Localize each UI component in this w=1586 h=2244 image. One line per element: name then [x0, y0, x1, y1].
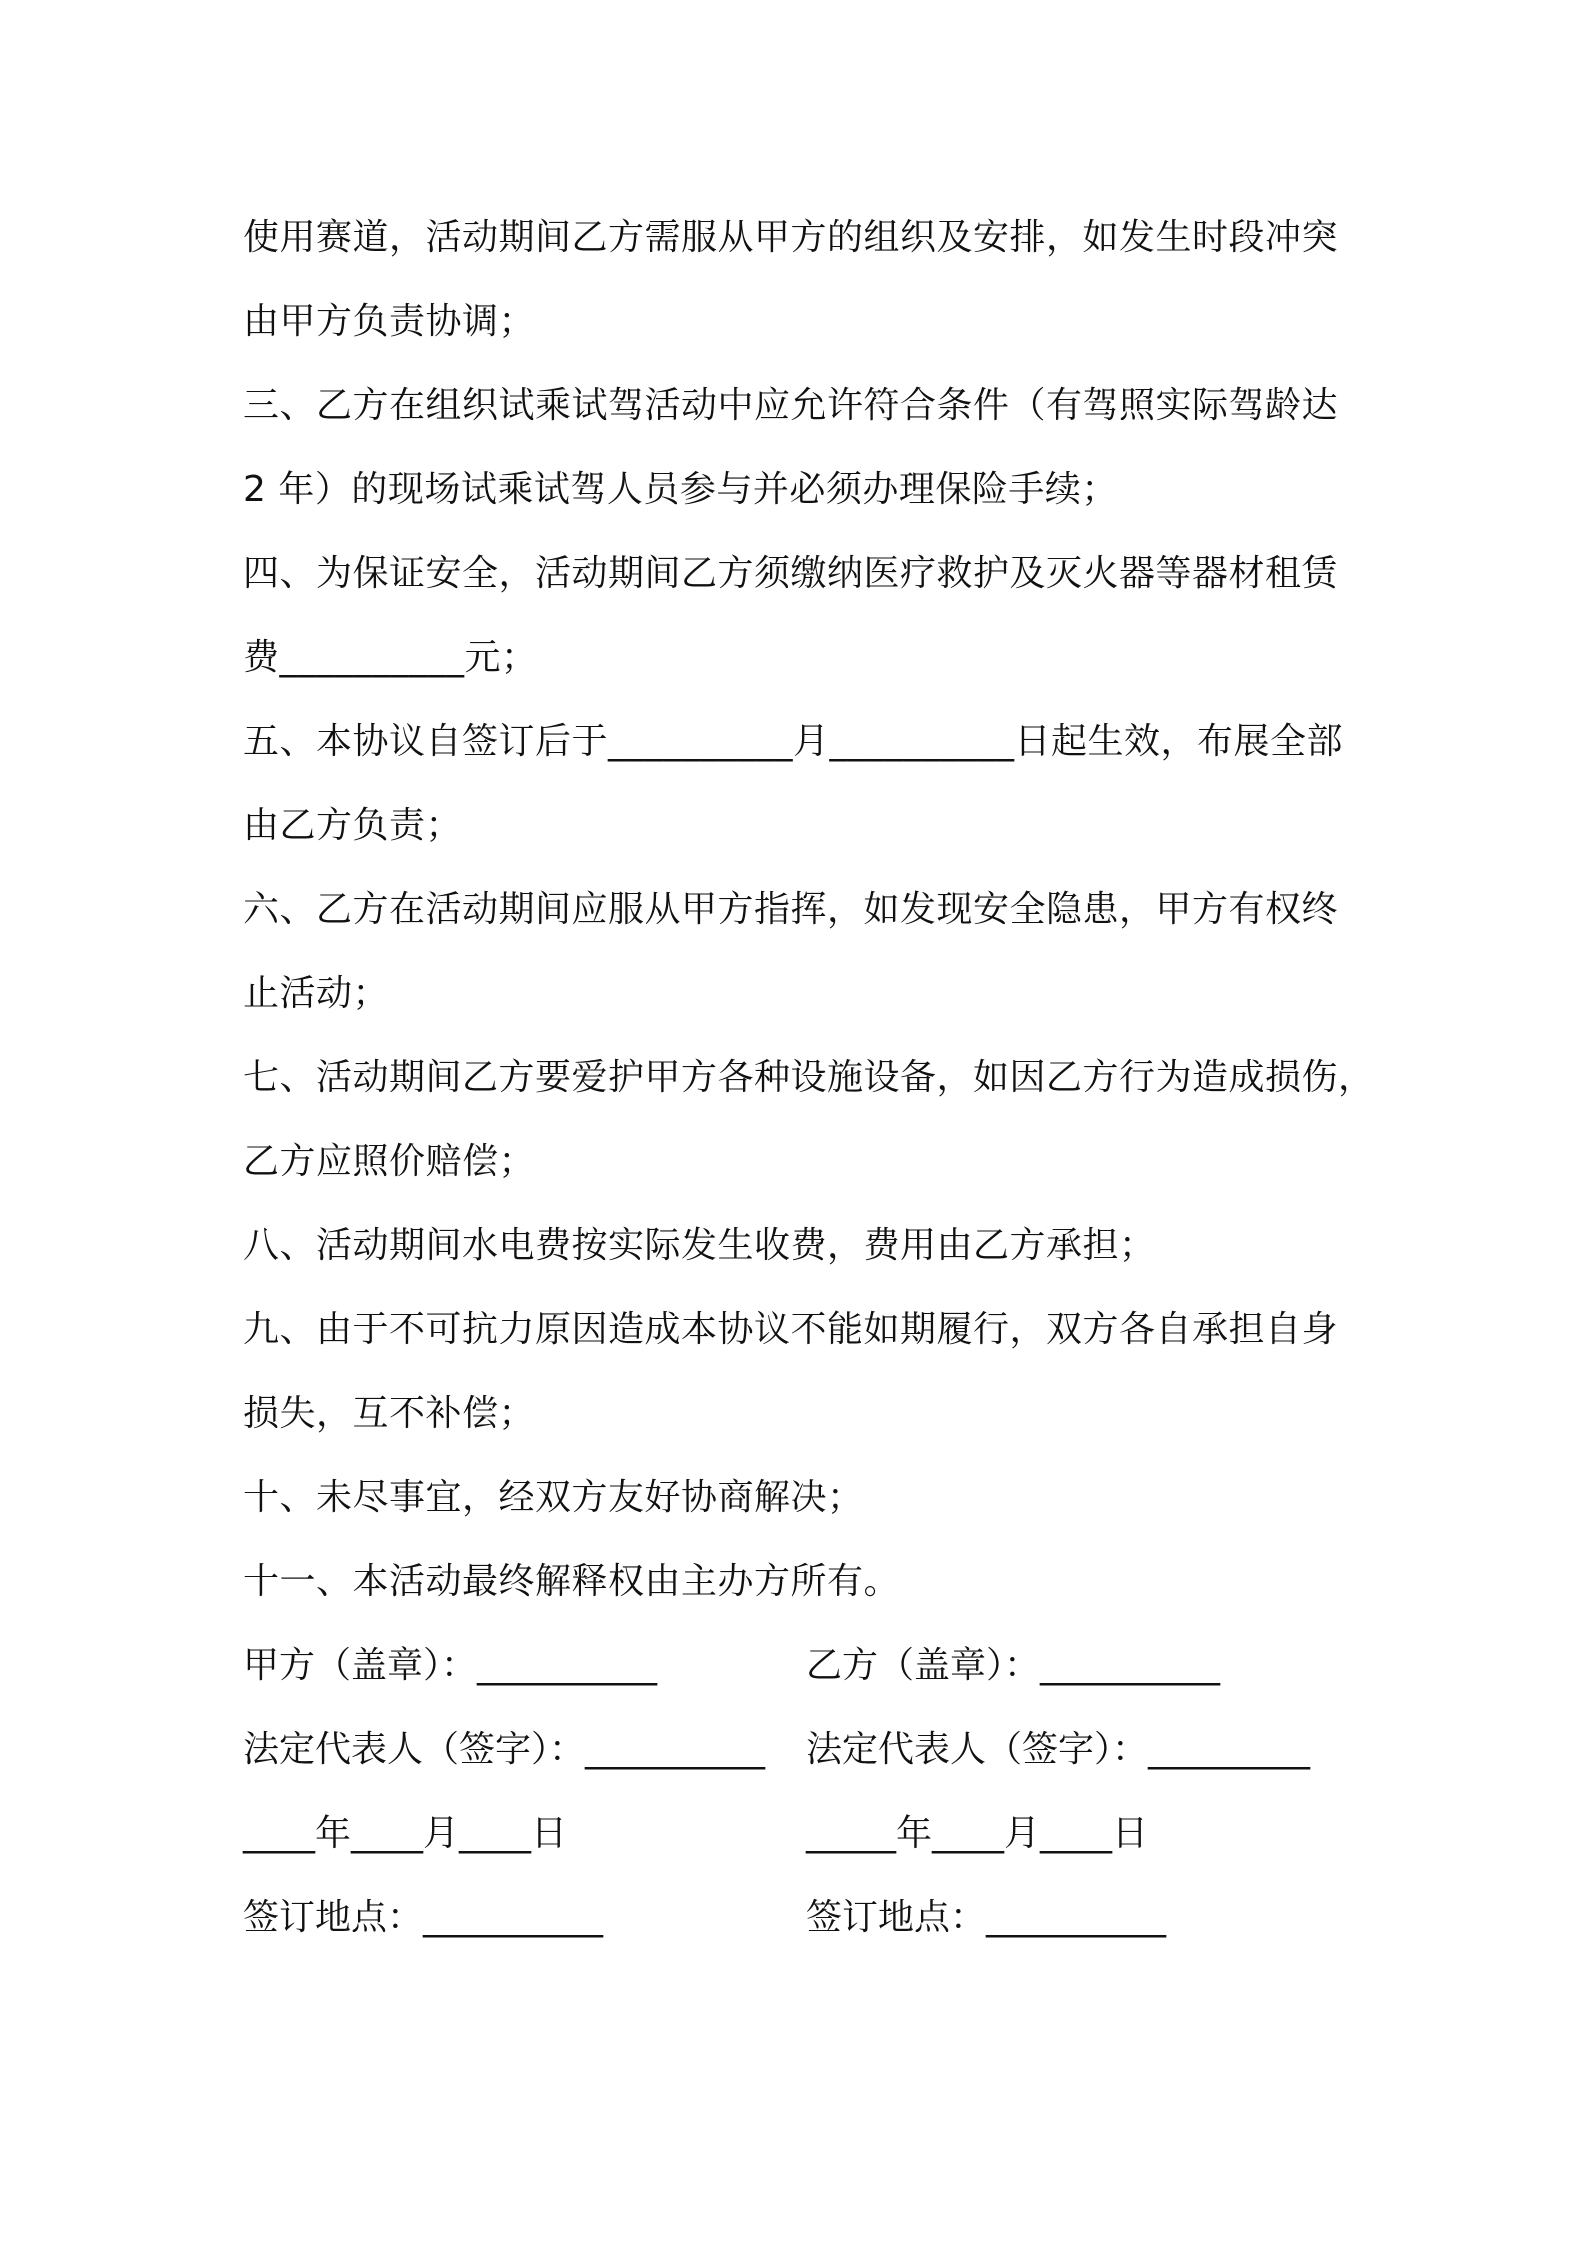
clause-9-line: 损失，互不补偿；	[243, 1393, 536, 1434]
party-a-representative: 法定代表人（签字）：__________	[243, 1729, 766, 1770]
clause-8-line: 八、活动期间水电费按实际发生收费，费用由乙方承担；	[243, 1225, 1156, 1266]
clause-10-line: 十、未尽事宜，经双方友好协商解决；	[243, 1477, 864, 1518]
agreement-body	[243, 196, 1375, 1960]
clause-line: 使用赛道，活动期间乙方需服从甲方的组织及安排，如发生时段冲突	[243, 217, 1339, 258]
clause-11-line: 十一、本活动最终解释权由主办方所有。	[243, 1561, 901, 1602]
party-b-place: 签订地点：__________	[806, 1897, 1167, 1938]
signature-row-date	[243, 1792, 1358, 1876]
clause-9-line: 九、由于不可抗力原因造成本协议不能如期履行，双方各自承担自身	[243, 1309, 1339, 1350]
clause-line: 由甲方负责协调；	[243, 301, 536, 342]
clause-3-line: 三、乙方在组织试乘试驾活动中应允许符合条件（有驾照实际驾龄达	[243, 385, 1339, 426]
clause-6-line: 六、乙方在活动期间应服从甲方指挥，如发现安全隐患，甲方有权终	[243, 889, 1339, 930]
party-a-date: ____年____月____日	[243, 1813, 568, 1854]
clause-4-line: 四、为保证安全，活动期间乙方须缴纳医疗救护及灭火器等器材租赁	[243, 553, 1339, 594]
clause-5-line: 由乙方负责；	[243, 805, 463, 846]
signature-row-place	[243, 1876, 1358, 1960]
party-a-seal: 甲方（盖章）：__________	[243, 1645, 658, 1686]
signature-row-seal	[243, 1624, 1358, 1708]
party-b-date: _____年____月____日	[806, 1813, 1148, 1854]
clause-4-line: 费__________元；	[243, 637, 538, 678]
clause-3-line: 2 年）的现场试乘试驾人员参与并必须办理保险手续；	[243, 469, 1118, 510]
party-b-representative: 法定代表人（签字）：_________	[806, 1729, 1311, 1770]
party-b-seal: 乙方（盖章）：__________	[806, 1645, 1221, 1686]
clause-7-line: 乙方应照价赔偿；	[243, 1141, 536, 1182]
signature-row-representative	[243, 1708, 1358, 1792]
party-a-place: 签订地点：__________	[243, 1897, 604, 1938]
clause-6-line: 止活动；	[243, 973, 390, 1014]
clause-7-line: 七、活动期间乙方要爱护甲方各种设施设备，如因乙方行为造成损伤，	[243, 1057, 1375, 1098]
clause-5-line: 五、本协议自签订后于__________月__________日起生效，布展全部	[243, 721, 1344, 762]
